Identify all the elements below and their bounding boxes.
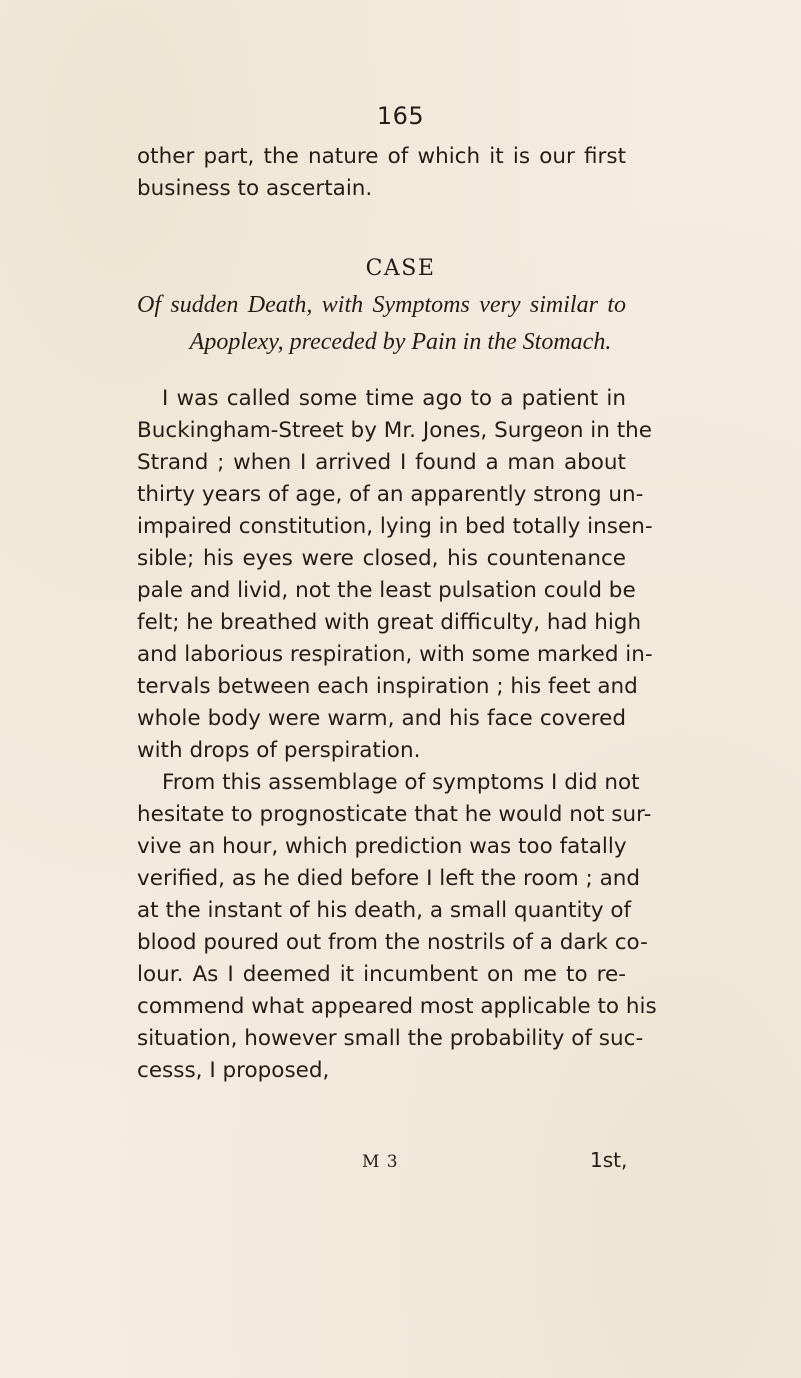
text-line: hesitate to prognosticate that he would not sur- bbox=[137, 802, 652, 827]
case-subtitle-line: Of sudden Death, with Symptoms very similar to bbox=[137, 292, 626, 318]
text-line: cesss, I proposed, bbox=[137, 1058, 330, 1083]
text-line: business to ascertain. bbox=[137, 176, 373, 201]
page-number: 165 bbox=[376, 102, 425, 130]
text-line: I was called some time ago to a patient in bbox=[162, 386, 626, 411]
text-line: pale and livid, not the least pulsation could be bbox=[137, 578, 636, 603]
text-line: vive an hour, which prediction was too fatally bbox=[137, 834, 627, 859]
text-line: From this assemblage of symptoms I did not bbox=[162, 770, 640, 795]
text-line: blood poured out from the nostrils of a dark co- bbox=[137, 930, 648, 955]
text-line: other part, the nature of which it is our first bbox=[137, 144, 626, 169]
text-line: tervals between each inspiration ; his feet and bbox=[137, 674, 638, 699]
text-line: sible; his eyes were closed, his countenance bbox=[137, 546, 626, 571]
text-line: thirty years of age, of an apparently strong un- bbox=[137, 482, 644, 507]
case-subtitle-line: Apoplexy, preceded by Pain in the Stomach. bbox=[189, 329, 612, 355]
text-line: Buckingham-Street by Mr. Jones, Surgeon in the bbox=[137, 418, 653, 443]
text-line: lour. As I deemed it incumbent on me to re- bbox=[137, 962, 626, 987]
text-line: at the instant of his death, a small quantity of bbox=[137, 898, 632, 923]
text-line: with drops of perspiration. bbox=[137, 738, 421, 763]
text-line: verified, as he died before I left the room ; and bbox=[137, 866, 641, 891]
text-line: situation, however small the probability of suc- bbox=[137, 1026, 644, 1051]
catchword: 1st, bbox=[590, 1148, 628, 1172]
text-line: impaired constitution, lying in bed totally insen- bbox=[137, 514, 653, 539]
case-heading: CASE bbox=[365, 256, 436, 281]
text-line: Strand ; when I arrived I found a man about bbox=[137, 450, 626, 475]
text-line: whole body were warm, and his face covered bbox=[137, 706, 626, 731]
text-line: commend what appeared most applicable to his bbox=[137, 994, 657, 1019]
text-line: felt; he breathed with great difficulty, had high bbox=[137, 610, 642, 635]
signature-mark: M 3 bbox=[362, 1152, 399, 1172]
text-line: and laborious respiration, with some marked in- bbox=[137, 642, 653, 667]
